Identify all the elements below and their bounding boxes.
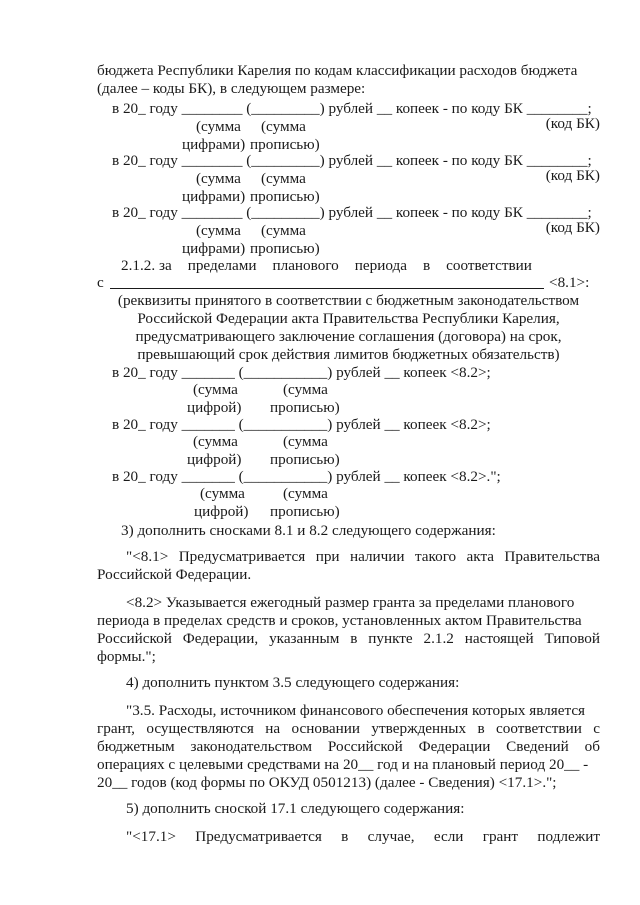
word: соответствии — [496, 720, 582, 737]
paragraph-3-5-line-4: операциях с целевыми средствами на 20__ год и на плановый период 20__ - — [97, 756, 589, 773]
word: в — [422, 257, 431, 274]
word: утвержденных — [371, 720, 467, 737]
word: Российской — [97, 630, 172, 647]
footnote-8-2-line-3 — [97, 630, 600, 648]
amount-label-words-2: прописью) — [250, 240, 320, 257]
word: на — [265, 720, 281, 737]
item-3: 3) дополнить сносками 8.1 и 8.2 следующего содержания: — [121, 522, 496, 539]
requisites-caption-2: Российской Федерации акта Правительства Республики Карелия, — [137, 310, 560, 327]
word: Типовой — [544, 630, 600, 647]
paragraph-3-5-line-3 — [97, 738, 600, 756]
bk-code-label: (код БК) — [545, 219, 600, 236]
word: "<8.1> — [126, 548, 169, 565]
grant-row-3: в 20_ году _______ (___________) рублей __ копеек <8.2>."; — [112, 468, 501, 485]
footnote-8-1-line-2: Российской Федерации. — [97, 566, 252, 583]
clause-2-1-2-line-1 — [121, 257, 532, 275]
budget-row-3: в 20_ году ________ (_________) рублей __ копеек - по коду БК ________; — [112, 204, 592, 221]
word: Российской — [327, 738, 403, 755]
word: акта — [466, 548, 495, 565]
amount-label-words: (сумма — [283, 433, 328, 450]
requisites-caption-4: превышающий срок действия лимитов бюджетных обязательств) — [137, 346, 560, 363]
footnote-8-2-line-4: формы."; — [97, 648, 156, 665]
amount-label-digits: (сумма — [196, 118, 241, 135]
footnote-17-1-line-1 — [126, 828, 600, 846]
word: законодательством — [190, 738, 313, 755]
word: грант — [482, 828, 519, 845]
intro-line-1 — [97, 62, 600, 80]
budget-row-1: в 20_ году ________ (_________) рублей __ копеек - по коду БК ________; — [112, 100, 592, 117]
word: Правительства — [504, 548, 600, 565]
word: пределами — [187, 257, 257, 274]
requisites-caption-3: предусматривающего заключение соглашения (договора) на срок, — [135, 328, 562, 345]
footnote-8-1-line-1 — [126, 548, 600, 566]
intro-line-2: (далее – коды БК), в следующем размере: — [97, 80, 366, 97]
amount-label-digit: (сумма — [200, 485, 245, 502]
word: пункте — [368, 630, 413, 647]
word: с — [593, 720, 600, 737]
word: планового — [272, 257, 339, 274]
amount-label-digit-2: цифрой) — [187, 451, 242, 468]
word: 2.1.2. за — [121, 257, 172, 274]
word: Сведений — [506, 738, 569, 755]
word: Федерации, — [182, 630, 259, 647]
word: грант, — [97, 720, 135, 737]
amount-label-digit-2: цифрой) — [187, 399, 242, 416]
word: осуществляются — [146, 720, 254, 737]
word: если — [433, 828, 464, 845]
word: в — [477, 720, 485, 737]
amount-label-digit: (сумма — [193, 381, 238, 398]
amount-label-digit: (сумма — [193, 433, 238, 450]
word: настоящей — [464, 630, 534, 647]
word: в — [341, 828, 349, 845]
amount-label-digits-2: цифрами) — [182, 188, 246, 205]
amount-label-words: (сумма — [283, 381, 328, 398]
amount-label-words-2: прописью) — [270, 399, 340, 416]
word: основании — [291, 720, 361, 737]
word: 2.1.2 — [423, 630, 454, 647]
word: случае, — [367, 828, 415, 845]
bk-code-label: (код БК) — [545, 167, 600, 184]
amount-label-words-2: прописью) — [270, 451, 340, 468]
item-4: 4) дополнить пунктом 3.5 следующего содержания: — [126, 674, 460, 691]
amount-label-digits: (сумма — [196, 170, 241, 187]
word: об — [584, 738, 600, 755]
word: в — [350, 630, 358, 647]
budget-row-2: в 20_ году ________ (_________) рублей __ копеек - по коду БК ________; — [112, 152, 592, 169]
amount-label-words: (сумма — [261, 170, 306, 187]
requisites-fill-line — [110, 288, 544, 289]
paragraph-3-5-line-1: "3.5. Расходы, источником финансового обеспечения которых является — [126, 702, 586, 719]
item-5: 5) дополнить сноской 17.1 следующего содержания: — [126, 800, 465, 817]
amount-label-words: (сумма — [261, 222, 306, 239]
grant-row-1: в 20_ году _______ (___________) рублей __ копеек <8.2>; — [112, 364, 491, 381]
amount-label-words: (сумма — [283, 485, 328, 502]
word: наличии — [349, 548, 405, 565]
paragraph-3-5-line-5: 20__ годов (код формы по ОКУД 0501213) (далее - Сведения) <17.1>."; — [97, 774, 557, 791]
word: Предусматривается — [178, 548, 306, 565]
word: подлежит — [537, 828, 600, 845]
word: соответствии — [446, 257, 532, 274]
amount-label-digits-2: цифрами) — [182, 136, 246, 153]
clause-2-1-2-line-2-start: с — [97, 274, 104, 291]
grant-row-2: в 20_ году _______ (___________) рублей __ копеек <8.2>; — [112, 416, 491, 433]
word: Федерации — [418, 738, 491, 755]
word: периода — [354, 257, 407, 274]
word: бюджетным — [97, 738, 175, 755]
footnote-8-2-line-2: периода в пределах средств и сроков, установленных актом Правительства — [97, 612, 582, 629]
footnote-ref-8-1: <8.1>: — [549, 274, 590, 291]
amount-label-words: (сумма — [261, 118, 306, 135]
bk-code-label: (код БК) — [545, 115, 600, 132]
word: при — [315, 548, 340, 565]
word: указанным — [269, 630, 340, 647]
word: такого — [414, 548, 457, 565]
paragraph-3-5-line-2 — [97, 720, 600, 738]
amount-label-digits: (сумма — [196, 222, 241, 239]
word: Предусматривается — [195, 828, 322, 845]
intro-text: бюджета Республики Карелия по кодам классификации расходов бюджета — [97, 62, 578, 79]
amount-label-words-2: прописью) — [250, 136, 320, 153]
amount-label-digits-2: цифрами) — [182, 240, 246, 257]
amount-label-digit-2: цифрой) — [194, 503, 249, 520]
amount-label-words-2: прописью) — [250, 188, 320, 205]
amount-label-words-2: прописью) — [270, 503, 340, 520]
footnote-8-2-line-1: <8.2> Указывается ежегодный размер гранта за пределами планового — [126, 594, 575, 611]
requisites-caption-1: (реквизиты принятого в соответствии с бюджетным законодательством — [117, 292, 580, 309]
word: "<17.1> — [126, 828, 176, 845]
